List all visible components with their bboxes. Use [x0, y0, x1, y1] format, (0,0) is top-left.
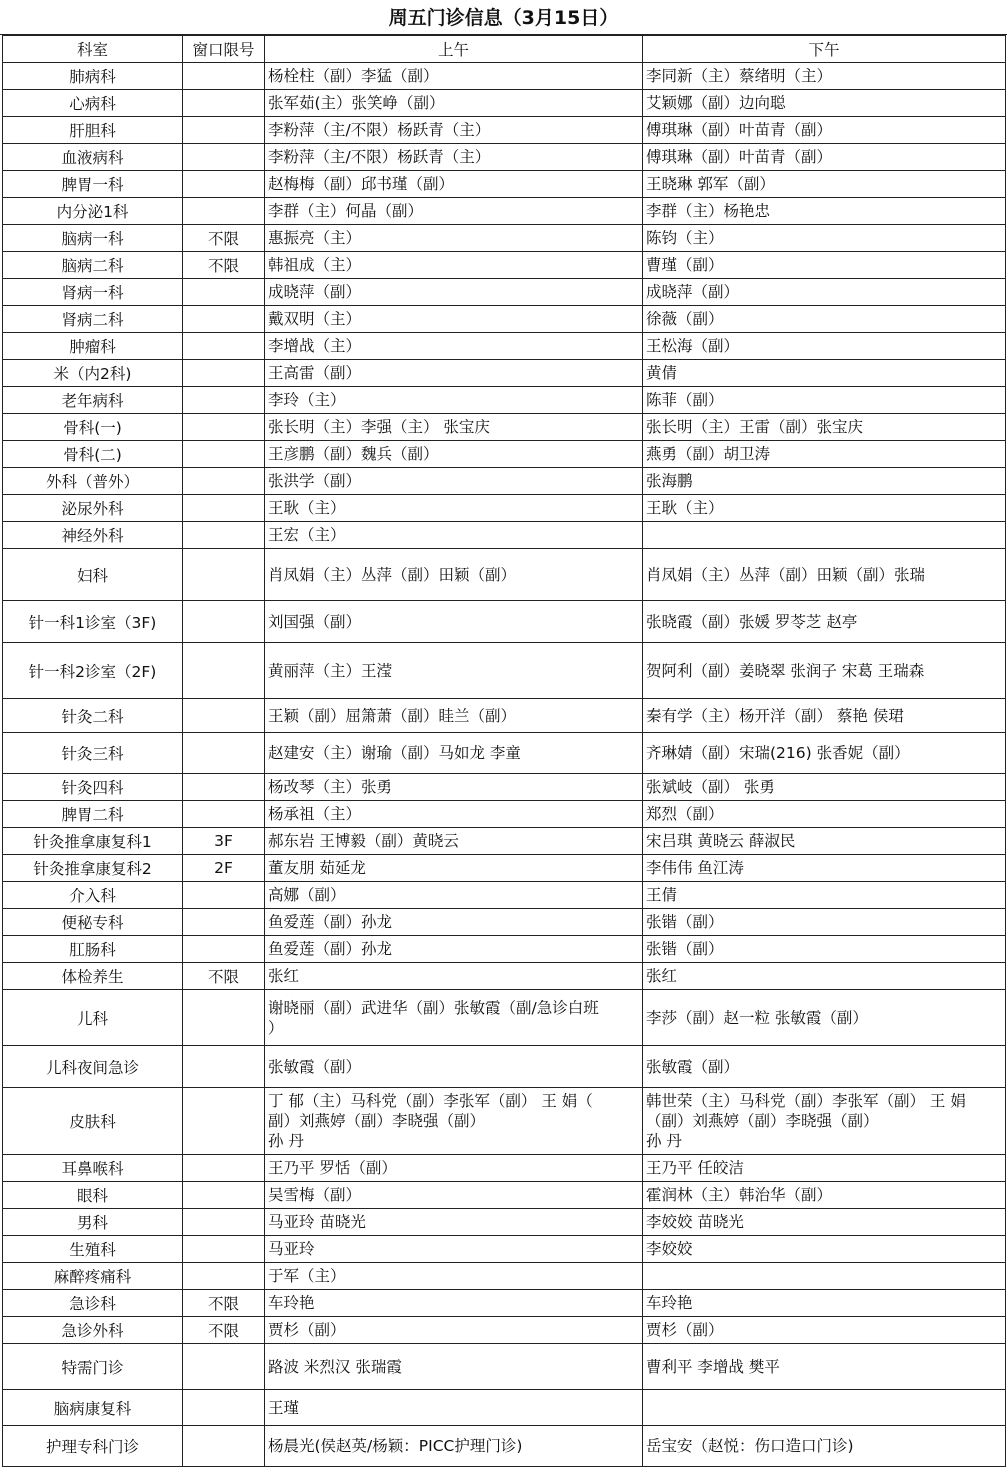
department-cell: 老年病科 — [3, 387, 183, 414]
morning-doctors-cell: 张洪学（副） — [265, 468, 643, 495]
morning-doctors-cell: 杨栓柱（副）李猛（副） — [265, 63, 643, 90]
afternoon-doctors-cell — [643, 1390, 1006, 1426]
afternoon-doctors-cell: 艾颖娜（副）边向聪 — [643, 90, 1006, 117]
morning-doctors-cell: 杨晨光(侯赵英/杨颖：PICC护理门诊) — [265, 1426, 643, 1467]
morning-doctors-cell: 于军（主） — [265, 1263, 643, 1290]
table-row — [3, 252, 1006, 279]
department-cell: 急诊科 — [3, 1290, 183, 1317]
table-row — [3, 360, 1006, 387]
department-cell: 眼科 — [3, 1182, 183, 1209]
department-cell: 外科（普外） — [3, 468, 183, 495]
morning-doctors-cell: 李粉萍（主/不限）杨跃青（主） — [265, 144, 643, 171]
window-limit-cell — [183, 90, 265, 117]
afternoon-doctors-cell: 张敏霞（副） — [643, 1046, 1006, 1088]
afternoon-doctors-cell: 王耿（主） — [643, 495, 1006, 522]
table-row — [3, 1344, 1006, 1390]
department-cell: 针灸二科 — [3, 699, 183, 733]
morning-doctors-cell: 张军茹(主）张笑峥（副） — [265, 90, 643, 117]
afternoon-doctors-cell: 李姣姣 苗晓光 — [643, 1209, 1006, 1236]
department-cell: 肾病一科 — [3, 279, 183, 306]
department-cell: 骨科(一) — [3, 414, 183, 441]
department-cell: 麻醉疼痛科 — [3, 1263, 183, 1290]
afternoon-doctors-cell: 张斌岐（副） 张勇 — [643, 774, 1006, 801]
window-limit-cell — [183, 1088, 265, 1155]
department-cell: 心病科 — [3, 90, 183, 117]
header-department: 科室 — [3, 36, 183, 63]
morning-doctors-cell: 吴雪梅（副） — [265, 1182, 643, 1209]
morning-doctors-cell: 马亚玲 苗晓光 — [265, 1209, 643, 1236]
window-limit-cell: 3F — [183, 828, 265, 855]
window-limit-cell — [183, 1426, 265, 1467]
window-limit-cell — [183, 1046, 265, 1088]
window-limit-cell — [183, 63, 265, 90]
afternoon-doctors-cell — [643, 1263, 1006, 1290]
window-limit-cell — [183, 549, 265, 601]
table-row — [3, 1263, 1006, 1290]
header-window-limit: 窗口限号 — [183, 36, 265, 63]
table-row — [3, 643, 1006, 699]
department-cell: 急诊外科 — [3, 1317, 183, 1344]
department-cell: 皮肤科 — [3, 1088, 183, 1155]
afternoon-doctors-cell: 张晓霞（副）张媛 罗苓芝 赵亭 — [643, 601, 1006, 643]
morning-doctors-cell: 李群（主）何晶（副） — [265, 198, 643, 225]
window-limit-cell: 不限 — [183, 1317, 265, 1344]
header-afternoon: 下午 — [643, 36, 1006, 63]
department-cell: 肾病二科 — [3, 306, 183, 333]
department-cell: 肛肠科 — [3, 936, 183, 963]
window-limit-cell — [183, 198, 265, 225]
department-cell: 妇科 — [3, 549, 183, 601]
morning-doctors-cell: 郝东岩 王博毅（副）黄晓云 — [265, 828, 643, 855]
table-row — [3, 774, 1006, 801]
department-cell: 骨科(二) — [3, 441, 183, 468]
afternoon-doctors-cell: 李同新（主）蔡绪明（主） — [643, 63, 1006, 90]
morning-doctors-cell: 车玲艳 — [265, 1290, 643, 1317]
window-limit-cell — [183, 279, 265, 306]
department-cell: 内分泌1科 — [3, 198, 183, 225]
department-cell: 肝胆科 — [3, 117, 183, 144]
table-row — [3, 117, 1006, 144]
afternoon-doctors-cell: 霍润林（主）韩治华（副） — [643, 1182, 1006, 1209]
afternoon-doctors-cell: 李伟伟 鱼江涛 — [643, 855, 1006, 882]
department-cell: 耳鼻喉科 — [3, 1155, 183, 1182]
table-row — [3, 963, 1006, 990]
department-cell: 血液病科 — [3, 144, 183, 171]
morning-doctors-cell: 李增战（主） — [265, 333, 643, 360]
table-row — [3, 828, 1006, 855]
morning-doctors-cell: 成晓萍（副） — [265, 279, 643, 306]
window-limit-cell — [183, 117, 265, 144]
department-cell: 针一科1诊室（3F) — [3, 601, 183, 643]
table-row — [3, 699, 1006, 733]
header-morning: 上午 — [265, 36, 643, 63]
table-row — [3, 882, 1006, 909]
table-row — [3, 333, 1006, 360]
department-cell: 介入科 — [3, 882, 183, 909]
afternoon-doctors-cell: 黄倩 — [643, 360, 1006, 387]
window-limit-cell — [183, 909, 265, 936]
window-limit-cell — [183, 733, 265, 774]
table-row — [3, 1155, 1006, 1182]
morning-doctors-cell: 鱼爱莲（副）孙龙 — [265, 909, 643, 936]
afternoon-doctors-cell: 张海鹏 — [643, 468, 1006, 495]
table-row — [3, 414, 1006, 441]
table-row — [3, 225, 1006, 252]
morning-doctors-cell: 张敏霞（副） — [265, 1046, 643, 1088]
afternoon-doctors-cell: 王晓琳 郭军（副） — [643, 171, 1006, 198]
window-limit-cell — [183, 144, 265, 171]
afternoon-doctors-cell — [643, 522, 1006, 549]
morning-doctors-cell: 李玲（主） — [265, 387, 643, 414]
table-row — [3, 936, 1006, 963]
department-cell: 针一科2诊室（2F) — [3, 643, 183, 699]
afternoon-doctors-cell: 秦有学（主）杨开洋（副） 蔡艳 侯珺 — [643, 699, 1006, 733]
morning-doctors-cell: 董友朋 茹延龙 — [265, 855, 643, 882]
sheet-title: 周五门诊信息（3月15日） — [0, 0, 1007, 35]
afternoon-doctors-cell: 陈钧（主） — [643, 225, 1006, 252]
department-cell: 生殖科 — [3, 1236, 183, 1263]
afternoon-doctors-cell: 傅琪琳（副）叶苗青（副） — [643, 117, 1006, 144]
table-row — [3, 1236, 1006, 1263]
window-limit-cell — [183, 882, 265, 909]
morning-doctors-cell: 王耿（主） — [265, 495, 643, 522]
department-cell: 脾胃一科 — [3, 171, 183, 198]
afternoon-doctors-cell: 韩世荣（主）马科党（副）李张军（副） 王 娟 （副）刘燕婷（副）李晓强（副） 孙 丹 — [643, 1088, 1006, 1155]
afternoon-doctors-cell: 王松海（副） — [643, 333, 1006, 360]
afternoon-doctors-cell: 李莎（副）赵一粒 张敏霞（副） — [643, 990, 1006, 1046]
table-row — [3, 801, 1006, 828]
morning-doctors-cell: 赵梅梅（副）邱书瑾（副） — [265, 171, 643, 198]
morning-doctors-cell: 张长明（主）李强（主） 张宝庆 — [265, 414, 643, 441]
table-row — [3, 198, 1006, 225]
table-row — [3, 1290, 1006, 1317]
window-limit-cell — [183, 774, 265, 801]
afternoon-doctors-cell: 郑烈（副） — [643, 801, 1006, 828]
morning-doctors-cell: 戴双明（主） — [265, 306, 643, 333]
table-row — [3, 1317, 1006, 1344]
window-limit-cell — [183, 360, 265, 387]
morning-doctors-cell: 路波 米烈汉 张瑞霞 — [265, 1344, 643, 1390]
afternoon-doctors-cell: 燕勇（副）胡卫涛 — [643, 441, 1006, 468]
afternoon-doctors-cell: 李姣姣 — [643, 1236, 1006, 1263]
morning-doctors-cell: 贾杉（副） — [265, 1317, 643, 1344]
table-row — [3, 468, 1006, 495]
window-limit-cell — [183, 306, 265, 333]
window-limit-cell: 2F — [183, 855, 265, 882]
afternoon-doctors-cell: 曹瑾（副） — [643, 252, 1006, 279]
table-row — [3, 171, 1006, 198]
window-limit-cell — [183, 333, 265, 360]
department-cell: 针灸四科 — [3, 774, 183, 801]
window-limit-cell — [183, 414, 265, 441]
afternoon-doctors-cell: 李群（主）杨艳忠 — [643, 198, 1006, 225]
table-row — [3, 733, 1006, 774]
department-cell: 儿科 — [3, 990, 183, 1046]
department-cell: 特需门诊 — [3, 1344, 183, 1390]
table-row — [3, 1182, 1006, 1209]
window-limit-cell: 不限 — [183, 1290, 265, 1317]
afternoon-doctors-cell: 宋吕琪 黄晓云 薛淑民 — [643, 828, 1006, 855]
department-cell: 脑病康复科 — [3, 1390, 183, 1426]
morning-doctors-cell: 黄丽萍（主）王滢 — [265, 643, 643, 699]
morning-doctors-cell: 王乃平 罗恬（副） — [265, 1155, 643, 1182]
morning-doctors-cell: 刘国强（副） — [265, 601, 643, 643]
window-limit-cell — [183, 171, 265, 198]
window-limit-cell — [183, 601, 265, 643]
window-limit-cell — [183, 1263, 265, 1290]
morning-doctors-cell: 丁 郁（主）马科党（副）李张军（副） 王 娟（ 副）刘燕婷（副）李晓强（副） 孙 丹 — [265, 1088, 643, 1155]
afternoon-doctors-cell: 张长明（主）王雷（副）张宝庆 — [643, 414, 1006, 441]
department-cell: 体检养生 — [3, 963, 183, 990]
table-row — [3, 855, 1006, 882]
morning-doctors-cell: 惠振亮（主） — [265, 225, 643, 252]
window-limit-cell — [183, 1236, 265, 1263]
morning-doctors-cell: 王颖（副）屈箫萧（副）眭兰（副） — [265, 699, 643, 733]
window-limit-cell — [183, 468, 265, 495]
table-row — [3, 1426, 1006, 1467]
table-row — [3, 1088, 1006, 1155]
morning-doctors-cell: 鱼爱莲（副）孙龙 — [265, 936, 643, 963]
window-limit-cell — [183, 643, 265, 699]
afternoon-doctors-cell: 贾杉（副） — [643, 1317, 1006, 1344]
window-limit-cell: 不限 — [183, 225, 265, 252]
afternoon-doctors-cell: 肖凤娟（主）丛萍（副）田颖（副）张瑞 — [643, 549, 1006, 601]
afternoon-doctors-cell: 王乃平 任皎洁 — [643, 1155, 1006, 1182]
department-cell: 便秘专科 — [3, 909, 183, 936]
table-row — [3, 522, 1006, 549]
table-row — [3, 990, 1006, 1046]
table-row — [3, 1390, 1006, 1426]
window-limit-cell — [183, 387, 265, 414]
table-row — [3, 549, 1006, 601]
table-row — [3, 279, 1006, 306]
window-limit-cell — [183, 1155, 265, 1182]
afternoon-doctors-cell: 王倩 — [643, 882, 1006, 909]
morning-doctors-cell: 杨承祖（主） — [265, 801, 643, 828]
morning-doctors-cell: 肖凤娟（主）丛萍（副）田颖（副） — [265, 549, 643, 601]
afternoon-doctors-cell: 徐薇（副） — [643, 306, 1006, 333]
morning-doctors-cell: 王高雷（副） — [265, 360, 643, 387]
afternoon-doctors-cell: 成晓萍（副） — [643, 279, 1006, 306]
window-limit-cell — [183, 801, 265, 828]
morning-doctors-cell: 李粉萍（主/不限）杨跃青（主） — [265, 117, 643, 144]
afternoon-doctors-cell: 傅琪琳（副）叶苗青（副） — [643, 144, 1006, 171]
afternoon-doctors-cell: 齐琳婧（副）宋瑞(216) 张香妮（副） — [643, 733, 1006, 774]
window-limit-cell — [183, 441, 265, 468]
department-cell: 男科 — [3, 1209, 183, 1236]
window-limit-cell: 不限 — [183, 963, 265, 990]
afternoon-doctors-cell: 陈菲（副） — [643, 387, 1006, 414]
afternoon-doctors-cell: 岳宝安（赵悦：伤口造口门诊) — [643, 1426, 1006, 1467]
window-limit-cell — [183, 495, 265, 522]
morning-doctors-cell: 高娜（副） — [265, 882, 643, 909]
window-limit-cell: 不限 — [183, 252, 265, 279]
table-row — [3, 144, 1006, 171]
afternoon-doctors-cell: 贺阿利（副）姜晓翠 张润子 宋葛 王瑞森 — [643, 643, 1006, 699]
morning-doctors-cell: 王彦鹏（副）魏兵（副） — [265, 441, 643, 468]
department-cell: 儿科夜间急诊 — [3, 1046, 183, 1088]
department-cell: 针灸推拿康复科1 — [3, 828, 183, 855]
table-row — [3, 441, 1006, 468]
department-cell: 脑病一科 — [3, 225, 183, 252]
morning-doctors-cell: 张红 — [265, 963, 643, 990]
afternoon-doctors-cell: 张锴（副） — [643, 909, 1006, 936]
table-row — [3, 601, 1006, 643]
afternoon-doctors-cell: 车玲艳 — [643, 1290, 1006, 1317]
window-limit-cell — [183, 1182, 265, 1209]
morning-doctors-cell: 王宏（主） — [265, 522, 643, 549]
department-cell: 泌尿外科 — [3, 495, 183, 522]
window-limit-cell — [183, 1209, 265, 1236]
table-row — [3, 90, 1006, 117]
morning-doctors-cell: 王瑾 — [265, 1390, 643, 1426]
department-cell: 针灸三科 — [3, 733, 183, 774]
afternoon-doctors-cell: 曹利平 李增战 樊平 — [643, 1344, 1006, 1390]
table-row — [3, 909, 1006, 936]
morning-doctors-cell: 谢晓丽（副）武进华（副）张敏霞（副/急诊白班 ） — [265, 990, 643, 1046]
department-cell: 脾胃二科 — [3, 801, 183, 828]
department-cell: 肿瘤科 — [3, 333, 183, 360]
table-row — [3, 306, 1006, 333]
window-limit-cell — [183, 1390, 265, 1426]
table-row — [3, 1046, 1006, 1088]
department-cell: 肺病科 — [3, 63, 183, 90]
morning-doctors-cell: 马亚玲 — [265, 1236, 643, 1263]
window-limit-cell — [183, 990, 265, 1046]
window-limit-cell — [183, 699, 265, 733]
clinic-schedule-table — [2, 35, 1006, 1467]
table-row — [3, 1209, 1006, 1236]
afternoon-doctors-cell: 张红 — [643, 963, 1006, 990]
table-row — [3, 63, 1006, 90]
morning-doctors-cell: 韩祖成（主） — [265, 252, 643, 279]
afternoon-doctors-cell: 张锴（副） — [643, 936, 1006, 963]
window-limit-cell — [183, 522, 265, 549]
department-cell: 脑病二科 — [3, 252, 183, 279]
department-cell: 神经外科 — [3, 522, 183, 549]
morning-doctors-cell: 杨改琴（主）张勇 — [265, 774, 643, 801]
window-limit-cell — [183, 936, 265, 963]
table-row — [3, 387, 1006, 414]
department-cell: 针灸推拿康复科2 — [3, 855, 183, 882]
department-cell: 护理专科门诊 — [3, 1426, 183, 1467]
table-row — [3, 495, 1006, 522]
header-row — [3, 36, 1006, 63]
window-limit-cell — [183, 1344, 265, 1390]
department-cell: 米（内2科) — [3, 360, 183, 387]
morning-doctors-cell: 赵建安（主）谢瑜（副）马如龙 李童 — [265, 733, 643, 774]
